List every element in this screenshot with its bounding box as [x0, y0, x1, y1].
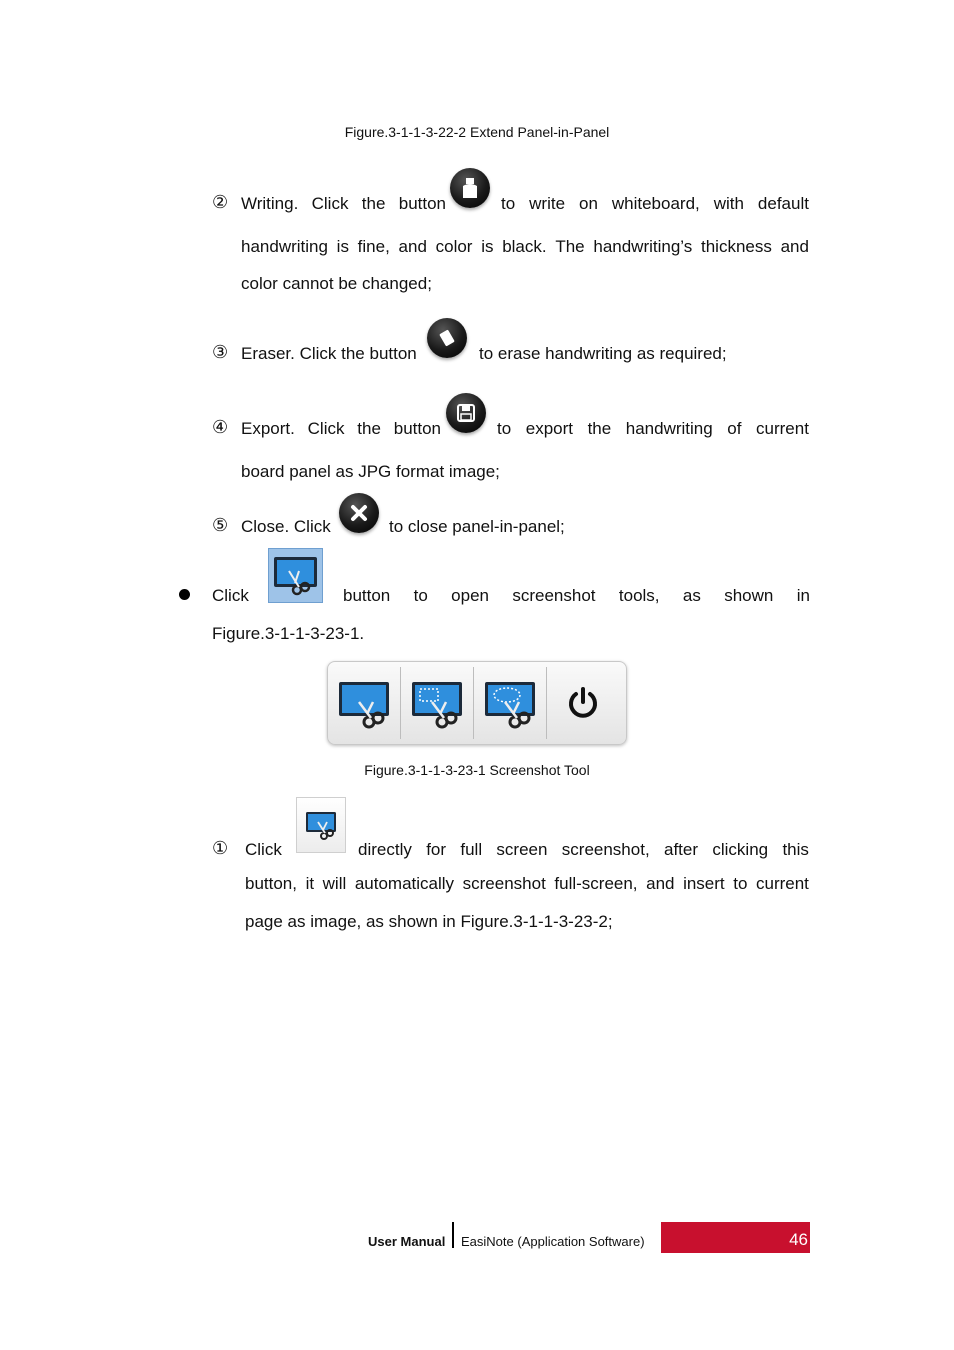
eraser-icon[interactable]	[427, 318, 467, 358]
power-icon[interactable]	[547, 663, 619, 743]
close-text-after: to close panel-in-panel;	[389, 517, 565, 536]
footer-software-label: EasiNote (Application Software)	[461, 1234, 645, 1249]
screenshot-toolbar	[327, 661, 627, 745]
item-number-fullscreen: ①	[212, 838, 229, 858]
pen-icon[interactable]	[450, 168, 490, 208]
writing-text-after: to write on whiteboard, with default	[501, 194, 809, 213]
bullet-line-2: Figure.3-1-1-3-23-1.	[212, 624, 365, 643]
screenshot-icon[interactable]	[268, 548, 323, 603]
save-icon[interactable]	[446, 393, 486, 433]
bullet	[179, 589, 190, 600]
freeform-screenshot-icon[interactable]	[474, 663, 546, 743]
fullscreen-line-2: button, it will automatically screenshot full-screen, and insert to current	[245, 874, 809, 893]
full-screen-screenshot-icon[interactable]	[328, 663, 400, 743]
fullscreen-line-3: page as image, as shown in Figure.3-1-1-3-23-2;	[245, 912, 613, 931]
export-line-2: board panel as JPG format image;	[241, 462, 500, 481]
item-number-export: ④	[212, 417, 229, 437]
close-text-before: Close. Click	[241, 517, 331, 536]
footer-page-bar	[661, 1222, 810, 1253]
figure-caption-top: Figure.3-1-1-3-22-2 Extend Panel-in-Panel	[344, 124, 610, 140]
footer-divider	[452, 1222, 454, 1248]
rectangle-screenshot-icon[interactable]	[401, 663, 473, 743]
item-number-writing: ②	[212, 192, 229, 212]
figure-caption-toolbar: Figure.3-1-1-3-23-1 Screenshot Tool	[364, 762, 590, 778]
eraser-text-before: Eraser. Click the button	[241, 344, 417, 363]
page-number: 46	[789, 1230, 808, 1249]
bullet-text-after: button to open screenshot tools, as shown in	[343, 586, 810, 605]
item-number-eraser: ③	[212, 342, 229, 362]
export-text-before: Export. Click the button	[241, 419, 441, 438]
writing-line-3: color cannot be changed;	[241, 274, 432, 293]
footer-manual-label: User Manual	[368, 1234, 446, 1249]
fullscreen-text-click: Click	[245, 840, 282, 859]
bullet-text-click: Click	[212, 586, 249, 605]
item-number-close: ⑤	[212, 515, 229, 535]
fullscreen-text-after: directly for full screen screenshot, after clicking this	[358, 840, 809, 859]
close-icon[interactable]	[339, 493, 379, 533]
eraser-text-after: to erase handwriting as required;	[479, 344, 727, 363]
writing-line-2: handwriting is fine, and color is black. The handwriting’s thickness and	[241, 237, 809, 256]
export-text-after: to export the handwriting of current	[497, 419, 809, 438]
full-screen-screenshot-icon[interactable]	[296, 797, 346, 853]
writing-text-before: Writing. Click the button	[241, 194, 446, 213]
